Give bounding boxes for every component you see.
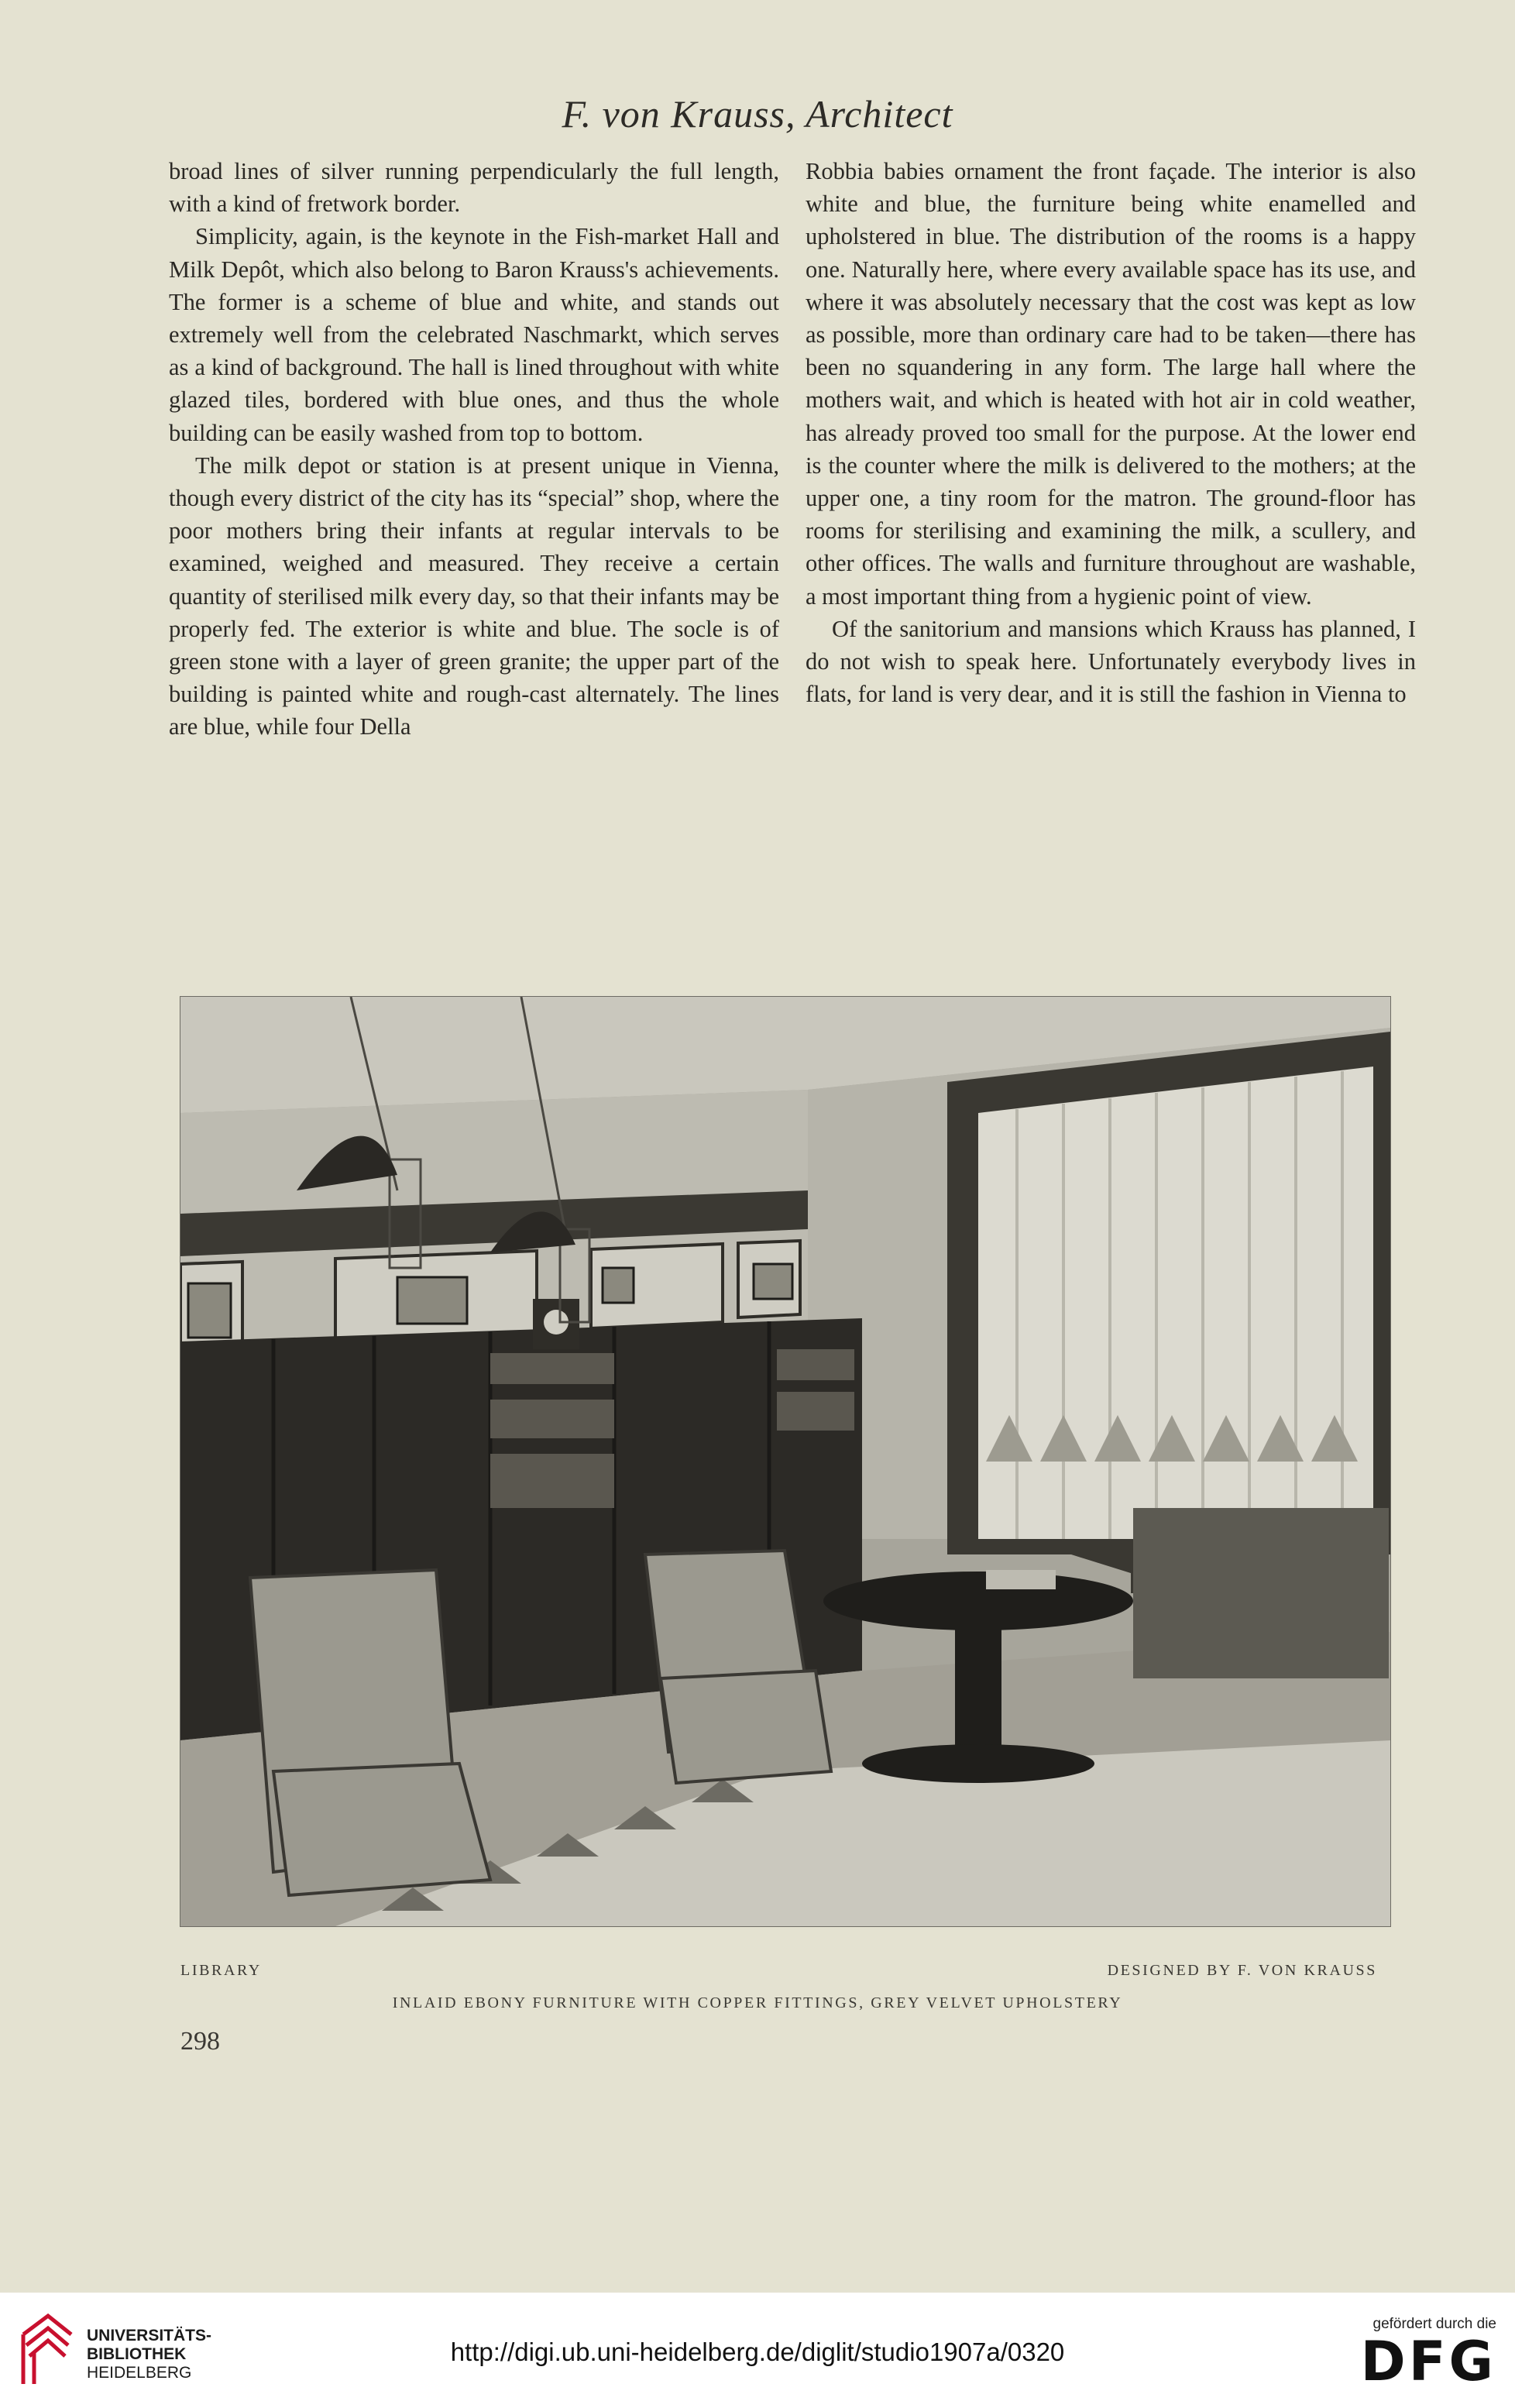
dfg-logo: DFG — [1360, 2330, 1496, 2393]
library-line-1: UNIVERSITÄTS- — [87, 2327, 212, 2344]
sponsor-label: gefördert durch die — [1372, 2316, 1496, 2332]
sponsor-block — [1360, 2316, 1496, 2393]
text-column-left — [169, 155, 779, 744]
caption-right: DESIGNED BY F. VON KRAUSS — [1107, 1962, 1377, 1979]
library-line-2: BIBLIOTHEK — [87, 2345, 187, 2363]
library-photograph — [180, 997, 1390, 1926]
paragraph: The milk depot or station is at present unique in Vienna, though every district of the city has its “special” shop, where the poor mothers bring their infants at regular intervals to be examined, weighed and measured. They receive a certain quantity of sterilised milk every day, so that their infants may be properly fed. The exterior is white and blue. The socle is of green stone with a layer of green granite; the upper part of the building is painted white and rough-cast alternately. The lines are blue, while four Della — [169, 452, 779, 740]
caption-center: INLAID EBONY FURNITURE WITH COPPER FITTINGS, GREY VELVET UPHOLSTERY — [392, 1994, 1123, 2011]
digitization-footer — [0, 2293, 1515, 2408]
library-line-3: HEIDELBERG — [87, 2364, 192, 2382]
text-column-right — [806, 155, 1416, 710]
running-head: F. von Krauss, Architect — [562, 92, 953, 136]
source-url-link[interactable]: http://digi.ub.uni-heidelberg.de/diglit/studio1907a/0320 — [450, 2338, 1065, 2366]
library-interior-illustration — [180, 997, 1390, 1926]
paragraph: Simplicity, again, is the keynote in the Fish-market Hall and Milk Depôt, which also belong to Baron Krauss's achievements. The former is a scheme of blue and white, and stands out extremely well from the celebrated Naschmarkt, which serves as a kind of background. The hall is lined throughout with white glazed tiles, bordered with blue ones, and thus the whole building can be easily washed from top to bottom. — [169, 223, 779, 446]
caption-left: LIBRARY — [180, 1962, 262, 1979]
paragraph: Robbia babies ornament the front façade. The interior is also white and blue, the furniture being white enamelled and upholstered in blue. The distribution of the rooms is a happy one. Naturally here, where every available space has its use, and where it was absolutely necessary that the cost was kept as low as possible, more than ordinary care had to be taken—there has been no squandering in any form. The large hall where the mothers wait, and which is heated with hot air in cold weather, has already proved too small for the purpose. At the lower end is the counter where the milk is delivered to the mothers; at the upper one, a tiny room for the matron. The ground-floor has rooms for sterilising and examining the milk, a scullery, and other offices. The walls and furniture throughout are washable, a most important thing from a hygienic point of view. — [806, 158, 1416, 610]
page-number: 298 — [180, 2027, 220, 2056]
paragraph: broad lines of silver running perpendicularly the full length, with a kind of fretwork border. — [169, 158, 779, 218]
paragraph: Of the sanitorium and mansions which Krauss has planned, I do not wish to speak here. Unfortunately everybody lives in flats, for land is very dear, and it is still the fashion in Vienna to — [806, 615, 1416, 708]
